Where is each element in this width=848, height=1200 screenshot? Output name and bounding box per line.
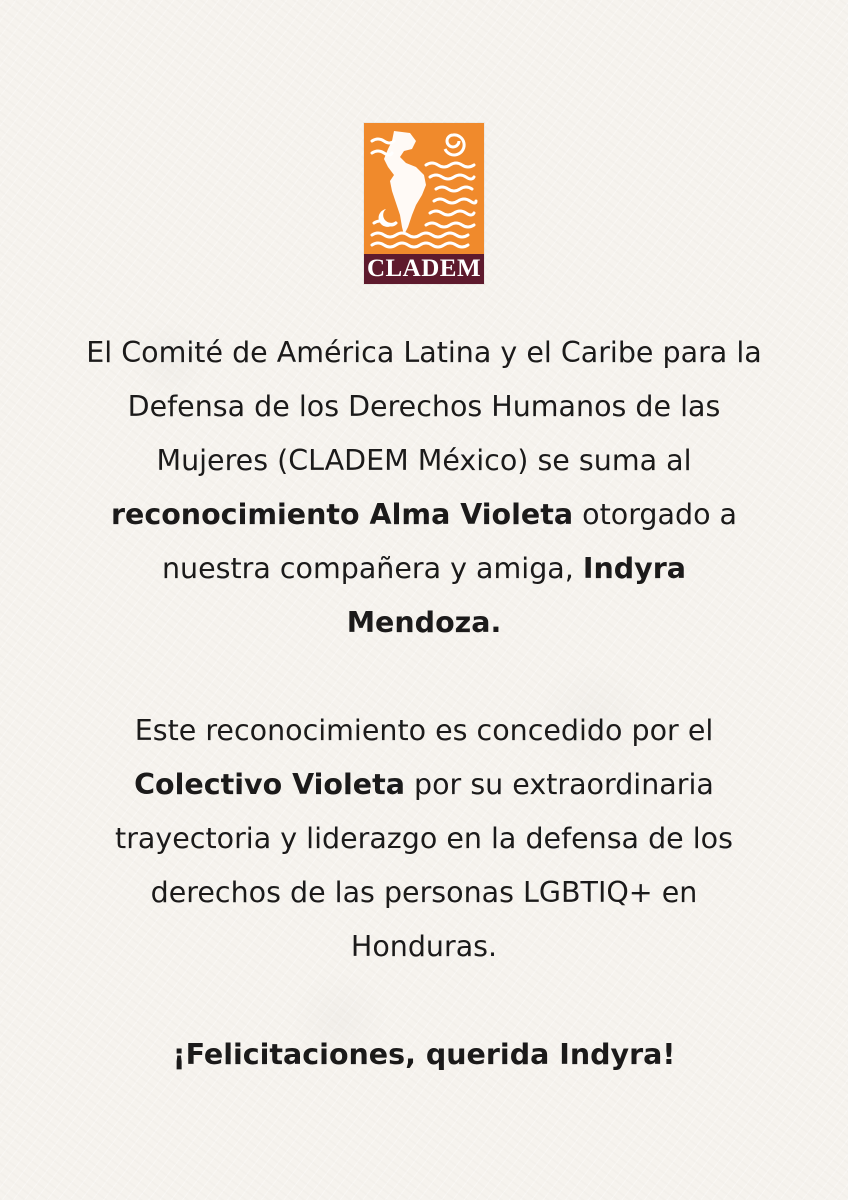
closing-text: ¡Felicitaciones, querida Indyra! — [172, 1038, 676, 1071]
closing-message — [80, 1028, 768, 1082]
logo-text: CLADEM — [366, 255, 482, 282]
granting-organization: Colectivo Violeta — [134, 768, 405, 801]
intro-text-2: otorgado a nuestra compañera y amiga, — [161, 498, 738, 585]
paragraph-details — [80, 704, 768, 974]
award-name: reconocimiento Alma Violeta — [110, 498, 574, 531]
details-text-1: Este reconocimiento es concedido por el — [134, 714, 714, 747]
honoree-name: Indyra Mendoza. — [346, 552, 687, 639]
paragraph-intro — [80, 326, 768, 650]
announcement-body — [80, 326, 768, 1082]
cladem-logo — [364, 123, 484, 284]
intro-text-1: El Comité de América Latina y el Caribe para la Defensa de los Derechos Humanos de las Mujeres (CLADEM México) se suma al — [86, 336, 762, 477]
details-text-2: por su extraordinaria trayectoria y liderazgo en la defensa de los derechos de las personas LGBTIQ+ en Honduras. — [115, 768, 733, 963]
